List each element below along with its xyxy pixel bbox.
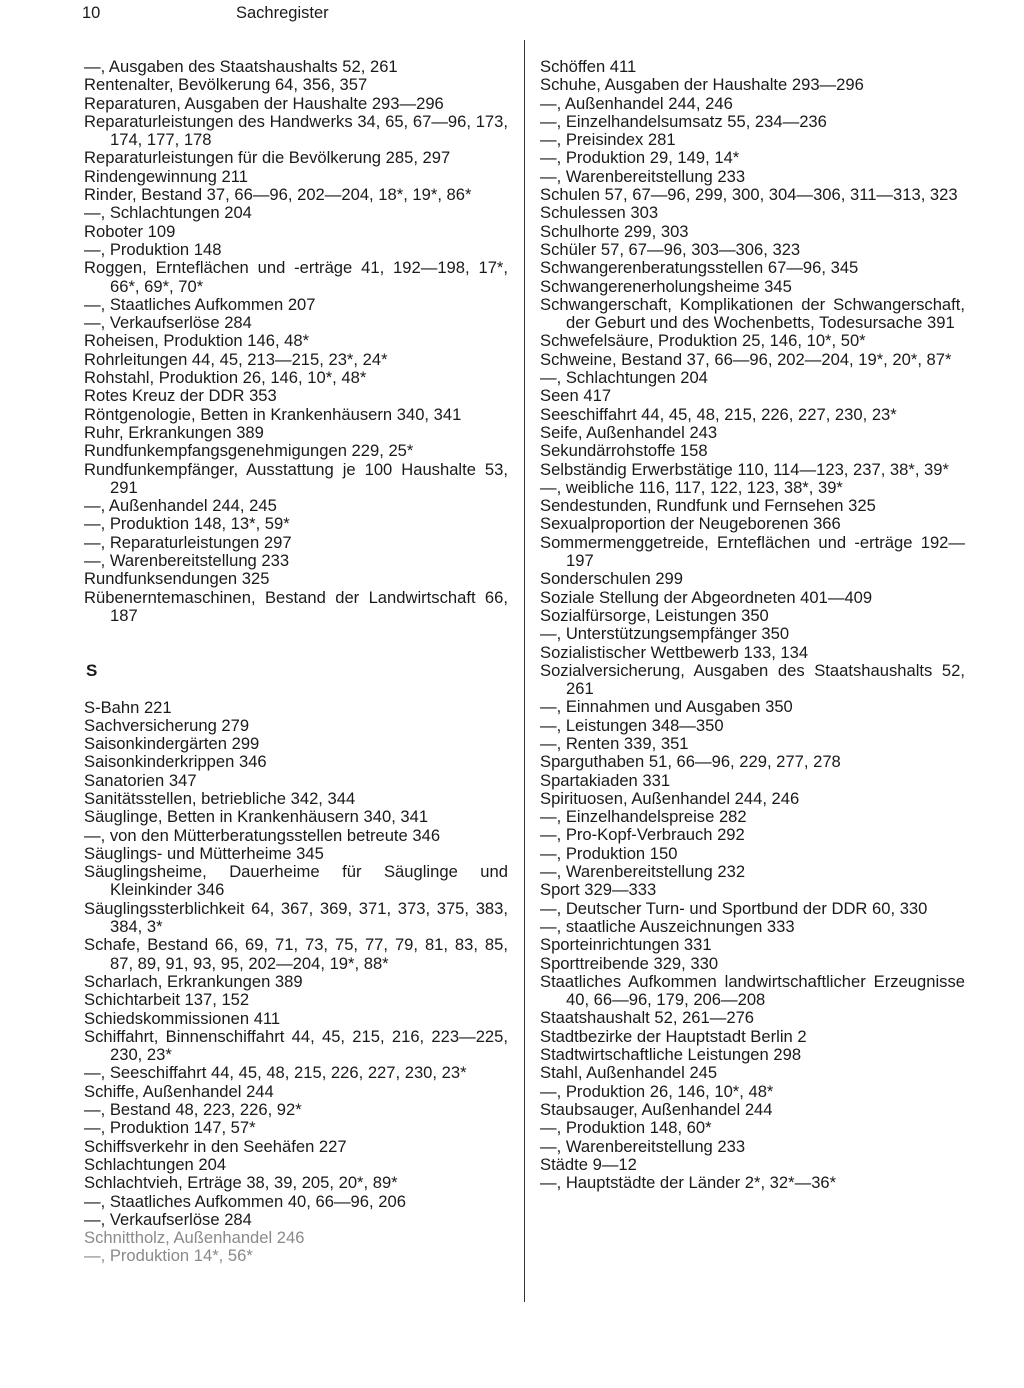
entry-list-s [84,699,508,1266]
index-entry: —, Produktion 147, 57* [84,1118,256,1138]
index-entry: Sozialversicherung, Ausgaben des Staatshaushalts 52, 261 [540,660,965,699]
index-entry: Stahl, Außenhandel 245 [540,1063,718,1083]
index-entry: —, staatliche Auszeichnungen 333 [540,916,795,936]
index-entry: Schwangerschaft, Komplikationen der Schwangerschaft, der Geburt und des Wochenbetts, Todesursache 391 [540,294,965,333]
index-entry: Schuhe, Ausgaben der Haushalte 293—296 [540,75,864,95]
page-title: Sachregister [236,4,329,22]
index-entry: —, Pro-Kopf-Verbrauch 292 [540,825,745,845]
index-entry: Schiffsverkehr in den Seehäfen 227 [84,1136,347,1156]
index-entry: —, Produktion 148, 13*, 59* [84,514,290,534]
index-entry: Scharlach, Erkrankungen 389 [84,971,303,991]
index-entry: Schulhorte 299, 303 [540,221,689,241]
index-entry: Schiffahrt, Binnenschiffahrt 44, 45, 215, 216, 223—225, 230, 23* [84,1026,508,1065]
index-entry: Sporteinrichtungen 331 [540,935,712,955]
index-entry: S-Bahn 221 [84,697,172,717]
index-entry: Schnittholz, Außenhandel 246 [84,1228,305,1248]
right-column [540,58,965,1192]
index-entry: Rindengewinnung 211 [84,166,248,186]
index-entry: Säuglinge, Betten in Krankenhäusern 340, 341 [84,807,429,827]
index-entry: Sachversicherung 279 [84,715,250,735]
index-entry: Sport 329—333 [540,880,657,900]
index-entry: —, Reparaturleistungen 297 [84,532,292,552]
index-entry: Schwangerenerholungsheime 345 [540,276,792,296]
index-entry: Rentenalter, Bevölkerung 64, 356, 357 [84,75,368,95]
index-entry: —, Warenbereitstellung 233 [540,166,746,186]
index-entry: Sozialistischer Wettbewerb 133, 134 [540,642,809,662]
index-entry: Reparaturleistungen für die Bevölkerung 285, 297 [84,148,451,168]
index-entry: —, Deutscher Turn- und Sportbund der DDR 60, 330 [540,898,928,918]
index-entry: Selbständig Erwerbstätige 110, 114—123, 237, 38*, 39* [540,459,949,479]
index-entry: Saisonkindergärten 299 [84,734,260,754]
index-entry: —, Leistungen 348—350 [540,715,724,735]
index-entry: Stadtwirtschaftliche Leistungen 298 [540,1045,802,1065]
index-entry: Rundfunkempfangsgenehmigungen 229, 25* [84,441,414,461]
index-entry: —, Bestand 48, 223, 226, 92* [84,1100,302,1120]
index-entry: —, Einzelhandelspreise 282 [540,807,747,827]
index-entry: —, Produktion 14*, 56* [84,1246,253,1266]
index-entry: —, Warenbereitstellung 233 [84,551,290,571]
index-entry: Sonderschulen 299 [540,569,683,589]
left-column [84,58,508,1266]
index-entry: —, Produktion 150 [540,843,678,863]
index-entry: —, Staatliches Aufkommen 40, 66—96, 206 [84,1191,406,1211]
index-entry: Staatshaushalt 52, 261—276 [540,1008,755,1028]
index-entry: Seen 417 [540,386,612,406]
index-entry: Schwangerenberatungsstellen 67—96, 345 [540,258,859,278]
index-entry: Säuglingssterblichkeit 64, 367, 369, 371, 373, 375, 383, 384, 3* [84,898,508,937]
index-entry: Staatliches Aufkommen landwirtschaftlicher Erzeugnisse 40, 66—96, 179, 206—208 [540,971,965,1010]
index-entry: —, Schlachtungen 204 [84,203,252,223]
index-entry: Rotes Kreuz der DDR 353 [84,386,277,406]
column-divider [524,40,525,1302]
index-entry: —, Preisindex 281 [540,130,676,150]
index-entry: —, von den Mütterberatungsstellen betreute 346 [84,825,441,845]
index-entry: Sozialfürsorge, Leistungen 350 [540,605,769,625]
index-entry: Saisonkinderkrippen 346 [84,752,267,772]
index-entry: —, Ausgaben des Staatshaushalts 52, 261 [84,57,398,76]
entry-list-r [84,58,508,625]
index-entry: Schafe, Bestand 66, 69, 71, 73, 75, 77, 79, 81, 83, 85, 87, 89, 91, 93, 95, 202—204, 19*, 88* [84,935,508,973]
index-entry: —, Schlachtungen 204 [540,368,708,388]
index-entry: —, weibliche 116, 117, 122, 123, 38*, 39* [540,477,843,497]
index-entry: Schiedskommissionen 411 [84,1008,281,1028]
index-entry: Rundfunksendungen 325 [84,569,270,589]
index-entry: —, Produktion 26, 146, 10*, 48* [540,1081,774,1101]
index-entry: —, Außenhandel 244, 245 [84,496,277,516]
index-entry: —, Warenbereitstellung 233 [540,1136,746,1156]
index-entry: Reparaturen, Ausgaben der Haushalte 293—296 [84,93,444,113]
section-spacer [84,681,508,699]
index-entry: Rinder, Bestand 37, 66—96, 202—204, 18*, 19*, 86* [84,185,472,205]
index-entry: Schöffen 411 [540,57,637,76]
index-entry: Roggen, Ernteflächen und -erträge 41, 192—198, 17*, 66*, 69*, 70* [84,258,508,296]
index-entry: —, Seeschiffahrt 44, 45, 48, 215, 226, 227, 230, 23* [84,1063,467,1083]
index-entry: Säuglingsheime, Dauerheime für Säuglinge und Kleinkinder 346 [84,862,508,900]
section-spacer [84,625,508,662]
section-letter: S [86,661,98,681]
index-entry: Schulessen 303 [540,203,659,223]
index-entry: Rundfunkempfänger, Ausstattung je 100 Haushalte 53, 291 [84,459,508,497]
index-entry: Schlachtvieh, Erträge 38, 39, 205, 20*, 89* [84,1173,398,1193]
index-entry: Schwefelsäure, Produktion 25, 146, 10*, 50* [540,331,866,351]
index-entry: Schweine, Bestand 37, 66—96, 202—204, 19*, 20*, 87* [540,349,952,369]
page-number: 10 [82,4,101,22]
index-entry: Rohstahl, Produktion 26, 146, 10*, 48* [84,368,367,388]
index-entry: Staubsauger, Außenhandel 244 [540,1099,773,1119]
index-entry: Roheisen, Produktion 146, 48* [84,331,310,351]
index-entry: —, Außenhandel 244, 246 [540,93,733,113]
index-entry: —, Renten 339, 351 [540,733,689,753]
index-entry: Säuglings- und Mütterheime 345 [84,843,324,863]
index-entry: Ruhr, Erkrankungen 389 [84,422,264,442]
index-entry: Städte 9—12 [540,1154,637,1174]
index-entry: Seife, Außenhandel 243 [540,422,718,442]
index-entry: Sendestunden, Rundfunk und Fernsehen 325 [540,496,876,516]
index-entry: —, Staatliches Aufkommen 207 [84,294,316,314]
index-entry: Spartakiaden 331 [540,770,671,790]
index-entry: Sanatorien 347 [84,770,197,790]
index-entry: Schulen 57, 67—96, 299, 300, 304—306, 311—313, 323 [540,185,958,205]
index-entry: —, Unterstützungsempfänger 350 [540,624,790,644]
index-entry: —, Einnahmen und Ausgaben 350 [540,697,793,717]
index-entry: Sekundärrohstoffe 158 [540,441,708,461]
index-entry: —, Produktion 148 [84,239,222,259]
index-entry: Schüler 57, 67—96, 303—306, 323 [540,239,801,259]
index-entry: —, Verkaufserlöse 284 [84,313,252,333]
index-entry: Stadtbezirke der Hauptstadt Berlin 2 [540,1026,807,1046]
index-entry: —, Verkaufserlöse 284 [84,1209,252,1229]
index-entry: Sparguthaben 51, 66—96, 229, 277, 278 [540,752,841,772]
index-entry: —, Produktion 148, 60* [540,1118,712,1138]
index-entry: Sommermenggetreide, Ernteflächen und -erträge 192—197 [540,532,965,571]
index-entry: Rohrleitungen 44, 45, 213—215, 23*, 24* [84,349,388,369]
index-entry: Röntgenologie, Betten in Krankenhäusern 340, 341 [84,404,462,424]
index-entry: —, Warenbereitstellung 232 [540,862,746,882]
index-entry: Sexualproportion der Neugeborenen 366 [540,514,841,534]
index-entry: Reparaturleistungen des Handwerks 34, 65, 67—96, 173, 174, 177, 178 [84,111,508,150]
index-entry: —, Produktion 29, 149, 14* [540,148,740,168]
index-entry: Sporttreibende 329, 330 [540,953,719,973]
index-entry: Sanitätsstellen, betriebliche 342, 344 [84,788,356,808]
index-entry: Schlachtungen 204 [84,1154,227,1174]
index-entry: Schichtarbeit 137, 152 [84,990,250,1010]
index-entry: —, Einzelhandelsumsatz 55, 234—236 [540,111,827,131]
index-entry: —, Hauptstädte der Länder 2*, 32*—36* [540,1173,837,1193]
index-entry: Seeschiffahrt 44, 45, 48, 215, 226, 227, 230, 23* [540,404,897,424]
index-entry: Rübenerntemaschinen, Bestand der Landwirtschaft 66, 187 [84,587,508,625]
index-entry: Schiffe, Außenhandel 244 [84,1081,274,1101]
index-entry: Spirituosen, Außenhandel 244, 246 [540,788,800,808]
index-entry: Roboter 109 [84,221,176,241]
page-header [82,4,329,23]
index-entry: Soziale Stellung der Abgeordneten 401—409 [540,587,873,607]
